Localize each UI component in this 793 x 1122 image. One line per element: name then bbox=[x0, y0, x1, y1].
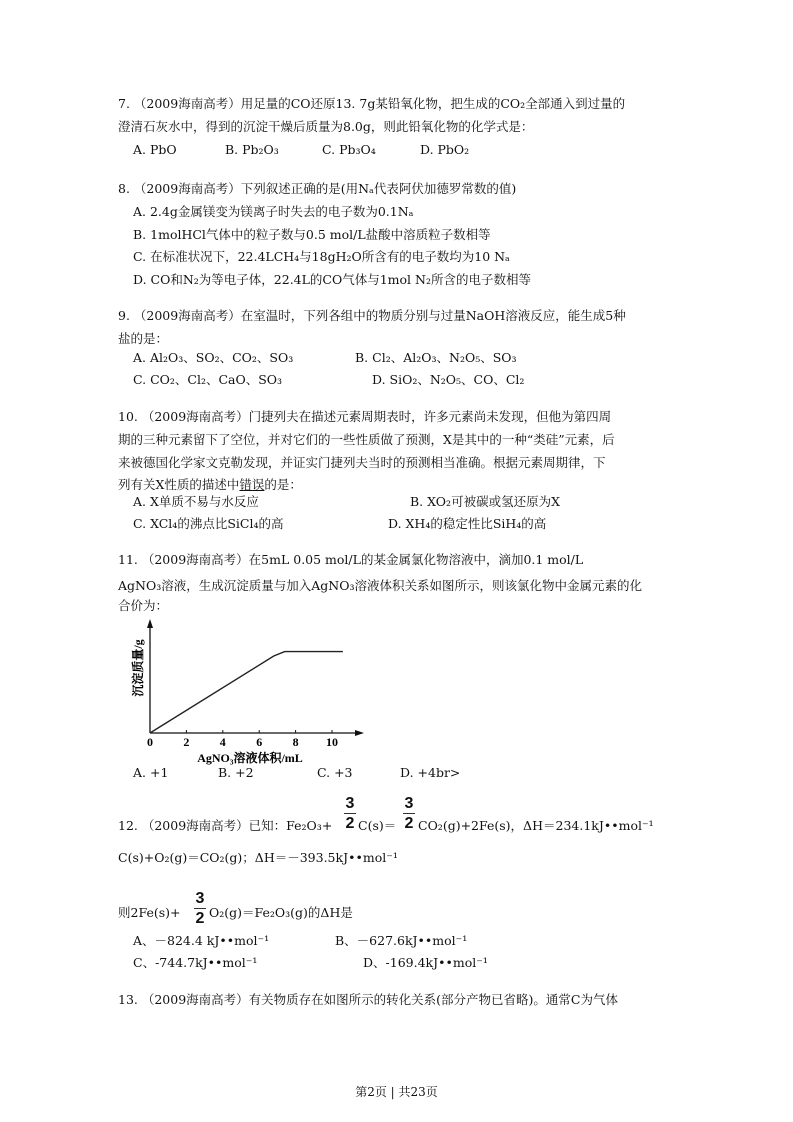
q12-option-b: B、－627.6kJ••mol⁻¹ bbox=[335, 933, 468, 948]
q7-option-c: C. Pb₃O₄ bbox=[322, 142, 376, 157]
q12-stem: CO₂(g)+2Fe(s)，ΔH＝234.1kJ••mol⁻¹ bbox=[418, 818, 654, 833]
q10-stem: 10. （2009海南高考）门捷列夫在描述元素周期表时，许多元素尚未发现，但他为第四周 bbox=[118, 409, 612, 424]
precipitate-mass-chart bbox=[110, 615, 370, 775]
q11-stem: AgNO₃溶液，生成沉淀质量与加入AgNO₃溶液体积关系如图所示，则该氯化物中金属元素的化 bbox=[118, 578, 642, 593]
q9-stem: 9. （2009海南高考）在室温时，下列各组中的物质分别与过量NaOH溶液反应，能生成5种 bbox=[118, 308, 626, 323]
fraction-numerator: 3 bbox=[345, 795, 355, 812]
q10-option-b: B. XO₂可被碳或氢还原为X bbox=[410, 494, 560, 509]
q10-stem: 期的三种元素留下了空位，并对它们的一些性质做了预测，X是其中的一种“类硅”元素，后 bbox=[118, 432, 615, 447]
q10-option-d: D. XH₄的稳定性比SiH₄的高 bbox=[388, 516, 547, 531]
q7-stem: 7. （2009海南高考）用足量的CO还原13. 7g某铅氧化物，把生成的CO₂全部通入到过量的 bbox=[118, 96, 626, 111]
q11-option-b: B. +2 bbox=[218, 765, 254, 780]
q10-emphasis: 错误 bbox=[239, 477, 265, 492]
x-tick-label: 0 bbox=[147, 735, 153, 749]
precipitate-line bbox=[150, 652, 343, 733]
q12-question: 则2Fe(s)+ bbox=[118, 905, 181, 920]
fraction-numerator: 3 bbox=[195, 890, 205, 907]
x-tick-label: 6 bbox=[256, 735, 263, 749]
q11-stem: 11. （2009海南高考）在5mL 0.05 mol/L的某金属氯化物溶液中，滴加0.1 mol/L bbox=[118, 552, 584, 567]
fraction-3-2 bbox=[403, 795, 415, 832]
q12-option-c: C、-744.7kJ••mol⁻¹ bbox=[133, 955, 258, 970]
q7-stem: 澄清石灰水中，得到的沉淀干燥后质量为8.0g，则此铅氧化物的化学式是： bbox=[118, 119, 534, 134]
q10-text: 列有关X性质的描述中 bbox=[118, 477, 240, 492]
q11-option-d: D. +4br> bbox=[400, 765, 461, 780]
q12-stem: C(s)＝ bbox=[358, 818, 397, 833]
q11-option-c: C. +3 bbox=[317, 765, 353, 780]
q11-option-a: A. +1 bbox=[133, 765, 169, 780]
q13-stem: 13. （2009海南高考）有关物质存在如图所示的转化关系(部分产物已省略)。通常C为气体 bbox=[118, 992, 618, 1007]
q10-stem bbox=[118, 477, 302, 493]
y-axis-label: 沉淀质量/g bbox=[131, 639, 145, 697]
q10-stem: 来被德国化学家文克勒发现，并证实门捷列夫当时的预测相当准确。根据元素周期律，下 bbox=[118, 455, 606, 470]
q10-option-c: C. XCl₄的沸点比SiCl₄的高 bbox=[133, 516, 284, 531]
q8-option-a: A. 2.4g金属镁变为镁离子时失去的电子数为0.1Nₐ bbox=[133, 204, 414, 219]
q9-option-a: A. Al₂O₃、SO₂、CO₂、SO₃ bbox=[133, 350, 294, 365]
y-axis-arrow bbox=[147, 619, 153, 628]
fraction-3-2 bbox=[344, 795, 356, 832]
q7-option-b: B. Pb₂O₃ bbox=[225, 142, 279, 157]
q10-option-a: A. X单质不易与水反应 bbox=[133, 494, 259, 509]
q12-option-a: A、－824.4 kJ••mol⁻¹ bbox=[133, 933, 270, 948]
x-tick-label: 4 bbox=[219, 735, 226, 749]
fraction-numerator: 3 bbox=[404, 795, 414, 812]
q8-option-b: B. 1molHCl气体中的粒子数与0.5 mol/L盐酸中溶质粒子数相等 bbox=[133, 227, 491, 242]
q12-question: O₂(g)＝Fe₂O₃(g)的ΔH是 bbox=[209, 905, 353, 920]
x-tick-label: 2 bbox=[183, 735, 190, 749]
q9-option-d: D. SiO₂、N₂O₅、CO、Cl₂ bbox=[372, 372, 525, 387]
fraction-denominator: 2 bbox=[195, 910, 205, 927]
q9-stem: 盐的是： bbox=[118, 331, 169, 346]
q12-equation-2: C(s)+O₂(g)＝CO₂(g)；ΔH＝－393.5kJ••mol⁻¹ bbox=[118, 850, 398, 865]
fraction-denominator: 2 bbox=[404, 815, 414, 832]
q11-stem: 合价为： bbox=[118, 598, 169, 613]
fraction-denominator: 2 bbox=[345, 815, 355, 832]
x-axis-arrow bbox=[355, 730, 364, 736]
x-axis-label: AgNO₃溶液体积/mL bbox=[197, 751, 303, 765]
q8-option-c: C. 在标准状况下，22.4LCH₄与18gH₂O所含有的电子数均为10 Nₐ bbox=[133, 249, 510, 264]
q7-option-a: A. PbO bbox=[133, 142, 177, 157]
q7-option-d: D. PbO₂ bbox=[420, 142, 470, 157]
fraction-3-2 bbox=[194, 890, 206, 927]
q9-option-b: B. Cl₂、Al₂O₃、N₂O₅、SO₃ bbox=[355, 350, 517, 365]
q9-option-c: C. CO₂、Cl₂、CaO、SO₃ bbox=[133, 372, 283, 387]
page-footer: 第2页 | 共23页 bbox=[355, 1085, 438, 1099]
q12-option-d: D、-169.4kJ••mol⁻¹ bbox=[363, 955, 488, 970]
x-tick-label: 8 bbox=[292, 735, 299, 749]
x-tick-label: 10 bbox=[326, 735, 338, 749]
q8-stem: 8. （2009海南高考）下列叙述正确的是(用Nₐ代表阿伏加德罗常数的值) bbox=[118, 181, 517, 196]
q10-text: 的是： bbox=[264, 477, 302, 492]
q8-option-d: D. CO和N₂为等电子体，22.4L的CO气体与1mol N₂所含的电子数相等 bbox=[133, 272, 531, 287]
q12-stem: 12. （2009海南高考）已知：Fe₂O₃+ bbox=[118, 818, 333, 833]
